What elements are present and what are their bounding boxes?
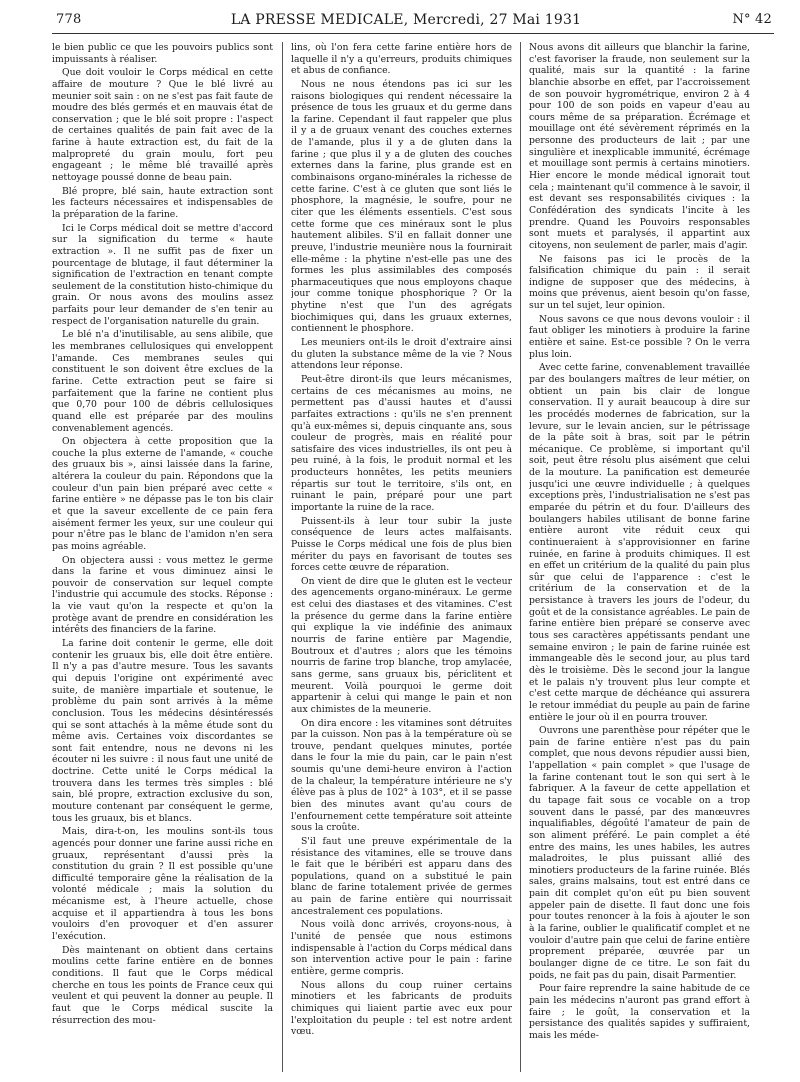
paragraph: Blé propre, blé sain, haute extraction sont les facteurs nécessaires et indispensables de la préparation de la farine. xyxy=(52,185,273,220)
paragraph: le bien public ce que les pouvoirs publics sont impuissants à réaliser. xyxy=(52,42,273,65)
paragraph: Nous voilà donc arrivés, croyons-nous, à l'unité de pensée que nous estimons indispensable à l'action du Corps médical dans son intervention active pour le pain : farine entière, germe compris. xyxy=(291,919,512,977)
paragraph: Ne faisons pas ici le procès de la falsification chimique du pain : il serait indigne de supposer que des médecins, à moins que prévenus, aient besoin qu'on fasse, sur un tel sujet, leur opinion. xyxy=(529,253,750,312)
paragraph: Les meuniers ont-ils le droit d'extraire ainsi du gluten la substance même de la vie ? Nous attendons leur réponse. xyxy=(291,337,512,372)
paragraph: Pour faire reprendre la saine habitude de ce pain les médecins n'auront pas grand effort à faire ; le goût, la conservation et la persistance des qualités sapides y suffiraient, mais les méde- xyxy=(529,983,750,1041)
paragraph: On dira encore : les vitamines sont détruites par la cuisson. Non pas à la température où se trouve, pendant quelques minutes, portée dans le four la mie du pain, car le pain n'est soumis qu'une demi-heure environ à l'action de la chaleur, la température intérieure ne s'y élève pas à plus de 102° à 103°, et il se passe bien des minutes avant qu'au cours de l'enfournement cette température soit atteinte sous la croûte. xyxy=(291,717,512,834)
paragraph: Nous savons ce que nous devons vouloir : il faut obliger les minotiers à produire la farine entière et saine. Est-ce possible ? On le verra plus loin. xyxy=(529,313,750,360)
paragraph: Puissent-ils à leur tour subir la juste conséquence de leurs actes malfaisants. Puisse le Corps médical une fois de plus bien mériter du pays en favorisant de toutes ses forces cette œuvre de réparation. xyxy=(291,515,512,574)
paragraph: On objectera à cette proposition que la couche la plus externe de l'amande, « couche des gruaux bis », ainsi laissée dans la farine, altérera la couleur du pain. Répondons que la couleur d'un pain bien préparé avec cette « farine entière » ne dépasse pas le ton bis clair et que la saveur excellente de ce pain fera aisément fermer les yeux, sur une couleur qui pour n'être pas le blanc de l'amidon n'en sera pas moins agréable. xyxy=(52,436,273,552)
paragraph: On objectera aussi : vous mettez le germe dans la farine et vous diminuez ainsi le pouvoir de conservation sur lequel compte l'industrie qui accumule des stocks. Réponse : la vie vaut qu'on la respecte et qu'on la protège avant de prendre en considération les intérêts des financiers de la farine. xyxy=(52,554,273,636)
paragraph: On vient de dire que le gluten est le vecteur des agencements organo-minéraux. Le germe est celui des diastases et des vitamines. C'est la présence du germe dans la farine entière qui explique la vie indéfinie des animaux nourris de farine entière par Magendie, Boutroux et d'autres ; alors que les témoins nourris de farine trop blanche, trop amylacée, sans germe, sans gruaux bis, périclitent et meurent. Voilà pourquoi le germe doit appartenir à celui qui mange le pain et non aux chimistes de la meunerie. xyxy=(291,575,512,715)
column-separator xyxy=(282,42,283,1072)
paragraph: Nous avons dit ailleurs que blanchir la farine, c'est favoriser la fraude, non seulement sur la qualité, mais sur la quantité : la farine blanchie absorbe en effet, par l'accroissement de son pouvoir hygrométrique, environ 2 à 4 pour 100 de son poids en vapeur d'eau au cours même de sa préparation. Écrémage et mouillage ont été sévèrement réprimés en la personne des producteurs de lait ; par une singulière et inexplicable immunité, écrémage et mouillage sont permis à certains minotiers. Hier encore le monde médical ignorait tout cela ; maintenant qu'il commence à le savoir, il est devant ses responsabilités civiques : la Confédération des syndicats l'incite à les prendre. Quand les Pouvoirs responsables sont muets et paralysés, il appartint aux citoyens, non seulement de parler, mais d'agir. xyxy=(529,42,750,251)
page-header xyxy=(40,6,772,30)
paragraph: La farine doit contenir le germe, elle doit contenir les gruaux bis, elle doit être entière. Il n'y a pas d'autre mesure. Tous les savants qui depuis l'origine ont expérimenté avec suite, de manière impartiale et soutenue, le problème du pain sont arrivés à la même conclusion. Tous les médecins désintéressés qui se sont attachés à la même étude sont du même avis. Certaines voix discordantes se sont fait entendre, nous ne devons ni les écouter ni les suivre : il nous faut une unité de doctrine. Cette unité le Corps médical la trouvera dans les termes très simples : blé sain, blé propre, extraction exclusive du son, mouture contenant par conséquent le germe, tous les gruaux, bis et blancs. xyxy=(52,638,273,824)
paragraph: Dès maintenant on obtient dans certains moulins cette farine entière en de bonnes conditions. Il faut que le Corps médical cherche en tous les points de France ceux qui veulent et qui peuvent la donner au peuple. Il faut que le Corps médical suscite la résurrection des mou- xyxy=(52,944,273,1026)
header-rule xyxy=(52,33,774,34)
text-column-2 xyxy=(291,42,512,1072)
column-separator xyxy=(520,42,521,1072)
paragraph: Que doit vouloir le Corps médical en cette affaire de mouture ? Que le blé livré au meunier soit sain : on ne s'est pas fait faute de moudre des blés germés et en mauvais état de conservation ; que le blé soit propre : l'aspect de certaines qualités de pain fait avec de la farine à haute extraction est, du fait de la malpropreté du grain moulu, fort peu engageant ; le même blé travaillé après nettoyage poussé donne de beau pain. xyxy=(52,67,273,184)
paragraph: Nous allons du coup ruiner certains minotiers et les fabricants de produits chimiques qui liaient partie avec eux pour l'exploitation du peuple : tel est notre ardent vœu. xyxy=(291,979,512,1038)
paragraph: Le blé n'a d'inutilisable, au sens alibile, que les membranes cellulosiques qui enveloppent l'amande. Ces membranes seules qui constituent le son doivent être exclues de la farine. Cette extraction peut se faire si parfaitement que la farine ne contient plus que 0,70 pour 100 de débris cellulosiques quand elle est préparée par des moulins convenablement agencés. xyxy=(52,329,273,434)
text-column-3 xyxy=(529,42,750,1072)
issue-number: N° 42 xyxy=(732,12,772,27)
paragraph: S'il faut une preuve expérimentale de la résistance des vitamines, elle se trouve dans le fait que le béribéri est apparu dans des populations, quand on a substitué le pain blanc de farine totalement privée de germes au pain de farine entière qui nourrissait ancestralement ces populations. xyxy=(291,835,512,917)
paragraph: Nous ne nous étendons pas ici sur les raisons biologiques qui rendent nécessaire la présence de tous les gruaux et du germe dans la farine. Cependant il faut rappeler que plus il y a de gruaux venant des couches externes de l'amande, plus il y a de gluten dans la farine ; que plus il y a de gluten des couches externes dans la farine, plus grande est en combinaisons organo-minérales la richesse de cette farine. C'est à ce gluten que sont liés le phosphore, la magnésie, le soufre, pour ne citer que les éléments essentiels. C'est sous cette forme que ces minéraux sont le plus hautement alibiles. S'il en fallait donner une preuve, l'industrie meunière nous la fournirait elle-même : la phytine n'est-elle pas une des formes les plus assimilables des composés pharmaceutiques que nous employons chaque jour comme tonique phosphorique ? Or la phytine n'est que l'un des agrégats biochimiques qui, dans les gruaux externes, contiennent le phosphore. xyxy=(291,78,512,335)
paragraph: Ouvrons une parenthèse pour répéter que le pain de farine entière n'est pas du pain complet, que nous devons répudier aussi bien, l'appellation « pain complet » que l'usage de la farine contenant tout le son qui sert à le fabriquer. A la faveur de cette appellation et du tapage fait sous ce vocable on a trop souvent dans le passé, par des manœuvres inqualifiables, dégoûté l'amateur de pain de son aliment préféré. Le pain complet a été entre des mains, les unes habiles, les autres maladroites, le plus puissant allié des minotiers producteurs de la farine ruinée. Blés sales, grains malsains, tout est entré dans ce pain dit complet qu'on eût pu bien souvent appeler pain de disette. Il faut donc une fois pour toutes renoncer à la fois à ajouter le son à la farine, oublier le qualificatif complet et ne vouloir d'autre pain que celui de farine entière proprement préparée, œuvrée par un boulanger digne de ce titre. Le son fait du poids, ne fait pas du pain, disait Parmentier. xyxy=(529,725,750,981)
paragraph: Peut-être diront-ils que leurs mécanismes, certains de ces mécanismes au moins, ne permettent pas d'aussi hautes et d'aussi parfaites extractions : qu'ils ne s'en prennent qu'à eux-mêmes si, depuis cinquante ans, sous couleur de progrès, mais en réalité pour satisfaire des vices industrielles, ils ont peu à peu ruiné, à la fois, le produit normal et les producteurs honnêtes, les petits meuniers répartis sur tout le territoire, s'ils ont, en ruinant le pain, préparé pour une part importante la ruine de la race. xyxy=(291,373,512,513)
paragraph: lins, où l'on fera cette farine entière hors de laquelle il n'y a qu'erreurs, produits chimiques et abus de confiance. xyxy=(291,42,512,77)
paragraph: Avec cette farine, convenablement travaillée par des boulangers maîtres de leur métier, on obtient un pain bis clair de longue conservation. Il y aurait beaucoup à dire sur les procédés modernes de fabrication, sur la levure, sur le levain ancien, sur le pétrissage de la pâte soit à bras, soit par le pétrin mécanique. Ce problème, si important qu'il soit, peut être résolu plus aisément que celui de la mouture. La panification est demeurée jusqu'ici une œuvre individuelle ; à quelques exceptions près, l'industrialisation ne s'est pas emparée du pétrin et du four. D'ailleurs des boulangers habiles utilisant de bonne farine entière auront vite réduit ceux qui continueraient à s'approvisionner en farine ruinée, en farine à produits chimiques. Il est en effet un critérium de la qualité du pain plus sûr que celui de l'apparence : c'est le critérium de la conservation et de la persistance à travers les jours de l'odeur, du goût et de la consistance agréables. Le pain de farine entière bien préparé se conserve avec tous ses caractères appétissants pendant une semaine environ ; le pain de farine ruinée est immangeable dès le second jour, au plus tard dès le troisième. Dès le second jour la langue et le palais n'y trouvent plus leur compte et c'est cette marque de déchéance qui assurera le retour immédiat du peuple au pain de farine entière le jour où il en pourra trouver. xyxy=(529,362,750,723)
paragraph: Ici le Corps médical doit se mettre d'accord sur la signification du terme « haute extraction ». Il ne suffit pas de fixer un pourcentage de blutage, il faut déterminer la signification de l'extraction en tenant compte seulement de la constitution histo-chimique du grain. Or nous avons des moulins assez parfaits pour leur demander de s'en tenir au respect de l'organisation naturelle du grain. xyxy=(52,222,273,327)
text-column-1 xyxy=(52,42,273,1072)
page-number: 778 xyxy=(56,12,82,27)
paragraph: Mais, dira-t-on, les moulins sont-ils tous agencés pour donner une farine aussi riche en gruaux, représentant d'aussi près la constitution du grain ? Il est possible qu'une difficulté temporaire gêne la réalisation de la volonté médicale ; mais la solution du mécanisme est, à l'heure actuelle, chose acquise et il appartiendra à tous les bons vouloirs d'en provoquer et d'en assurer l'exécution. xyxy=(52,826,273,943)
journal-title: LA PRESSE MEDICALE, Mercredi, 27 Mai 1931 xyxy=(230,12,582,28)
